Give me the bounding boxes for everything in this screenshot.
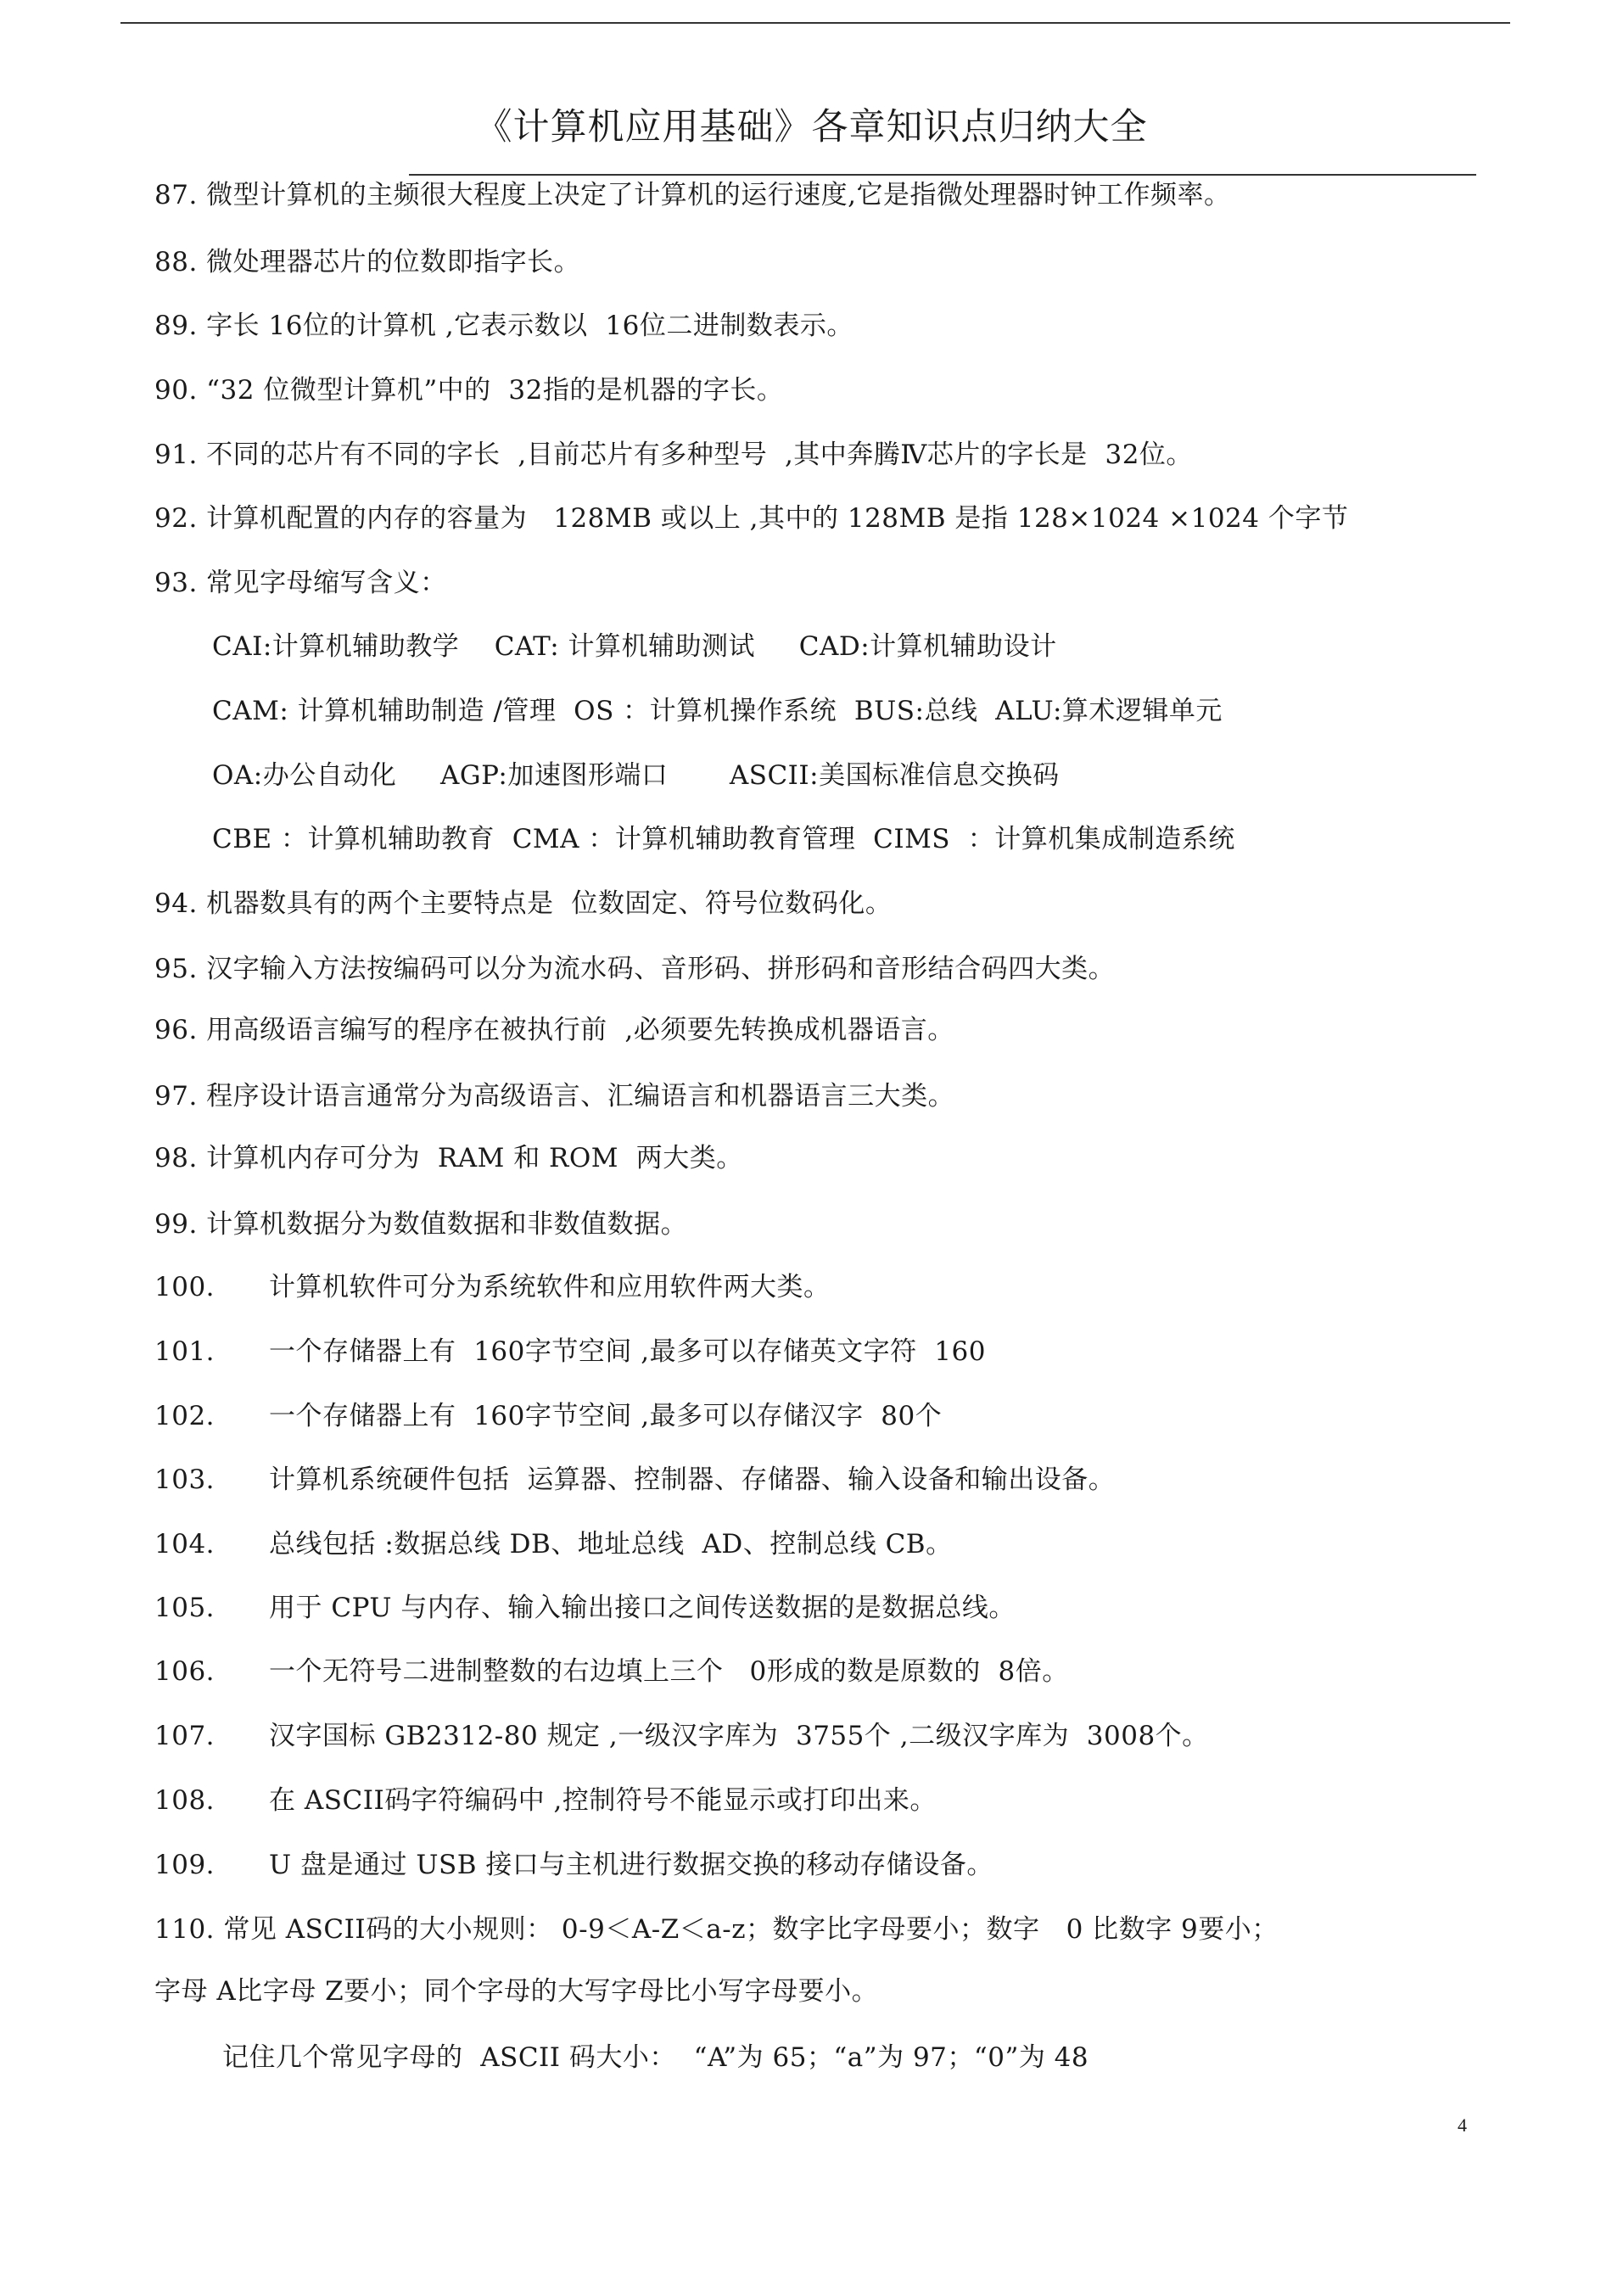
item-text: 程序设计语言通常分为高级语言、汇编语言和机器语言三大类。 bbox=[206, 1081, 955, 1112]
item-text: 计算机内存可分为 RAM 和 ROM 两大类。 bbox=[206, 1143, 743, 1173]
list-item bbox=[154, 244, 580, 281]
list-item bbox=[154, 307, 853, 344]
continuation-line bbox=[154, 1973, 878, 2010]
item-number: 105. bbox=[154, 1593, 215, 1623]
list-item bbox=[154, 500, 1348, 537]
note-line bbox=[222, 2039, 1089, 2076]
item-text: 计算机数据分为数值数据和非数值数据。 bbox=[206, 1209, 688, 1240]
item-number: 96. bbox=[154, 1015, 198, 1045]
item-text: 记住几个常见字母的 ASCII 码大小： “A”为 65；“a”为 97；“0”为 48 bbox=[222, 2042, 1089, 2073]
list-item bbox=[154, 1846, 993, 1884]
item-number: 110. bbox=[154, 1914, 215, 1945]
item-number: 101. bbox=[154, 1336, 215, 1367]
item-text: U 盘是通过 USB 接口与主机进行数据交换的移动存储设备。 bbox=[269, 1850, 993, 1880]
item-number: 108. bbox=[154, 1785, 215, 1816]
list-item bbox=[154, 1397, 942, 1435]
item-text: 计算机系统硬件包括 运算器、控制器、存储器、输入设备和输出设备。 bbox=[269, 1464, 1116, 1495]
item-number: 106. bbox=[154, 1656, 215, 1687]
abbreviation-line bbox=[212, 820, 1235, 858]
item-text: OA:办公自动化 AGP:加速图形端口 ASCII:美国标准信息交换码 bbox=[212, 760, 1060, 791]
item-text: CAI:计算机辅助教学 CAT: 计算机辅助测试 CAD:计算机辅助设计 bbox=[212, 631, 1057, 662]
item-number: 94. bbox=[154, 888, 198, 919]
item-text: 计算机软件可分为系统软件和应用软件两大类。 bbox=[269, 1272, 831, 1302]
item-number: 100. bbox=[154, 1272, 215, 1302]
item-text: 微处理器芯片的位数即指字长。 bbox=[206, 247, 581, 277]
item-text: 字母 A比字母 Z要小；同个字母的大写字母比小写字母要小。 bbox=[154, 1976, 879, 2007]
item-text: 常见字母缩写含义： bbox=[206, 568, 447, 598]
item-text: 微型计算机的主频很大程度上决定了计算机的运行速度,它是指微处理器时钟工作频率。 bbox=[206, 180, 1231, 210]
document-title: 《计算机应用基础》各章知识点归纳大全 bbox=[475, 106, 1148, 148]
list-item bbox=[154, 1268, 831, 1306]
item-number: 92. bbox=[154, 503, 198, 534]
list-item bbox=[154, 950, 1115, 988]
list-item bbox=[154, 372, 783, 409]
item-text: 不同的芯片有不同的字长 ,目前芯片有多种型号 ,其中奔腾Ⅳ芯片的字长是 32位。 bbox=[206, 440, 1193, 470]
item-number: 93. bbox=[154, 568, 198, 598]
item-text: 汉字输入方法按编码可以分为流水码、音形码、拼形码和音形结合码四大类。 bbox=[206, 954, 1116, 984]
item-number: 91. bbox=[154, 440, 198, 470]
item-text: CBE ：计算机辅助教育 CMA ：计算机辅助教育管理 CIMS ：计算机集成制造系统 bbox=[212, 824, 1235, 854]
item-text: 常见 ASCII码的大小规则： 0-9＜A-Z＜a-z；数字比字母要小；数字 0 比数字 9要小； bbox=[223, 1914, 1279, 1945]
item-number: 104. bbox=[154, 1529, 215, 1560]
abbreviation-line bbox=[212, 692, 1223, 730]
item-number: 99. bbox=[154, 1209, 198, 1240]
item-text: 用于 CPU 与内存、输入输出接口之间传送数据的是数据总线。 bbox=[269, 1593, 1016, 1623]
abbreviation-line bbox=[212, 757, 1060, 794]
item-number: 107. bbox=[154, 1721, 215, 1751]
item-number: 109. bbox=[154, 1850, 215, 1880]
item-number: 87. bbox=[154, 180, 198, 210]
item-text: 字长 16位的计算机 ,它表示数以 16位二进制数表示。 bbox=[206, 311, 853, 341]
list-item bbox=[154, 1140, 743, 1177]
item-text: 一个存储器上有 160字节空间 ,最多可以存储汉字 80个 bbox=[269, 1401, 943, 1431]
item-text: 一个无符号二进制整数的右边填上三个 0形成的数是原数的 8倍。 bbox=[269, 1656, 1069, 1687]
item-text: 用高级语言编写的程序在被执行前 ,必须要先转换成机器语言。 bbox=[206, 1015, 954, 1045]
list-item bbox=[154, 1717, 1209, 1755]
list-item bbox=[154, 1333, 986, 1370]
list-item bbox=[154, 1782, 937, 1819]
list-item bbox=[154, 1011, 954, 1049]
item-text: 汉字国标 GB2312-80 规定 ,一级汉字库为 3755个 ,二级汉字库为 3008个。 bbox=[269, 1721, 1209, 1751]
list-item bbox=[154, 1589, 1016, 1627]
title-underline bbox=[409, 174, 1476, 176]
item-text: “32 位微型计算机”中的 32指的是机器的字长。 bbox=[206, 375, 784, 406]
list-item bbox=[154, 1461, 1115, 1498]
item-number: 98. bbox=[154, 1143, 198, 1173]
item-text: 一个存储器上有 160字节空间 ,最多可以存储英文字符 160 bbox=[269, 1336, 986, 1367]
item-number: 103. bbox=[154, 1464, 215, 1495]
list-item bbox=[154, 1206, 687, 1243]
item-number: 88. bbox=[154, 247, 198, 277]
item-text: 总线包括 :数据总线 DB、地址总线 AD、控制总线 CB。 bbox=[269, 1529, 953, 1560]
list-item bbox=[154, 564, 447, 602]
item-number: 90. bbox=[154, 375, 198, 406]
item-text: CAM: 计算机辅助制造 /管理 OS ：计算机操作系统 BUS:总线 ALU:算术逻辑单元 bbox=[212, 696, 1223, 726]
list-item bbox=[154, 436, 1193, 473]
list-item bbox=[154, 1526, 953, 1563]
list-item bbox=[154, 1078, 954, 1115]
abbreviation-line bbox=[212, 628, 1057, 665]
item-text: 计算机配置的内存的容量为 128MB 或以上 ,其中的 128MB 是指 128×1024 ×1024 个字节 bbox=[206, 503, 1349, 534]
list-item bbox=[154, 1653, 1069, 1690]
item-number: 97. bbox=[154, 1081, 198, 1112]
list-item bbox=[154, 176, 1231, 214]
list-item bbox=[154, 885, 892, 922]
item-number: 89. bbox=[154, 311, 198, 341]
item-number: 95. bbox=[154, 954, 198, 984]
item-number: 102. bbox=[154, 1401, 215, 1431]
header-rule bbox=[120, 22, 1510, 24]
item-text: 在 ASCII码字符编码中 ,控制符号不能显示或打印出来。 bbox=[269, 1785, 937, 1816]
list-item bbox=[154, 1911, 1279, 1948]
page-number: 4 bbox=[1458, 2114, 1467, 2136]
item-text: 机器数具有的两个主要特点是 位数固定、符号位数码化。 bbox=[206, 888, 893, 919]
